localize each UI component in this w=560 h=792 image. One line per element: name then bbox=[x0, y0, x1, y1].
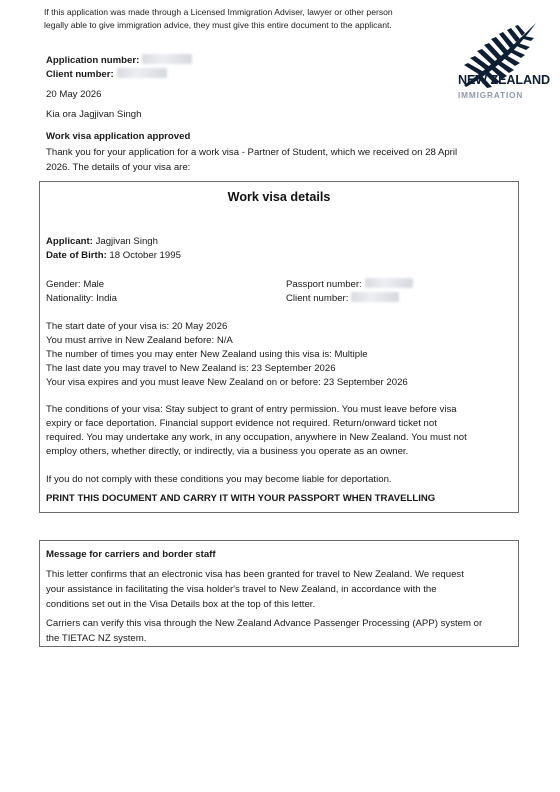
carriers-para1-line-3: conditions set out in the Visa Details box at the top of this letter. bbox=[46, 599, 316, 610]
gender: Gender: Male bbox=[46, 279, 105, 290]
passport-number-label: Passport number: bbox=[286, 279, 362, 290]
client-number-label: Client number: bbox=[46, 69, 114, 80]
arrive-before: You must arrive in New Zealand before: N/A bbox=[46, 335, 233, 346]
applicant-label: Applicant: bbox=[46, 236, 93, 247]
deportation-note: If you do not comply with these conditions you may become liable for deportation. bbox=[46, 474, 392, 485]
adviser-notice-line-2: legally able to give immigration advice, they must give this entire document to the applicant. bbox=[44, 20, 392, 30]
greeting: Kia ora Jagjivan Singh bbox=[46, 109, 142, 120]
conditions-line-3: required. You may undertake any work, in any occupation, anywhere in New Zealand. You must not bbox=[46, 432, 467, 443]
logo-subtitle: IMMIGRATION bbox=[458, 91, 524, 100]
carriers-para2-line-1: Carriers can verify this visa through the New Zealand Advance Passenger Processing (APP) system or bbox=[46, 618, 483, 629]
conditions-line-1: The conditions of your visa: Stay subject to grant of entry permission. You must leave before visa bbox=[46, 404, 457, 415]
visa-start-date: The start date of your visa is: 20 May 2026 bbox=[46, 321, 228, 332]
carriers-title: Message for carriers and border staff bbox=[46, 549, 216, 560]
dob-value: 18 October 1995 bbox=[106, 250, 181, 261]
passport-number-redacted bbox=[365, 278, 413, 288]
client-number-redacted bbox=[117, 68, 167, 78]
applicant-value: Jagjivan Singh bbox=[92, 236, 158, 247]
last-travel-date: The last date you may travel to New Zealand is: 23 September 2026 bbox=[46, 363, 336, 374]
letter-body-line-1: Thank you for your application for a work visa - Partner of Student, which we received on 28 April bbox=[46, 147, 458, 158]
adviser-notice bbox=[44, 6, 452, 32]
logo-wordmark: NEW ZEALAND bbox=[458, 73, 550, 87]
nationality: Nationality: India bbox=[46, 293, 117, 304]
entries-allowed: The number of times you may enter New Zealand using this visa is: Multiple bbox=[46, 349, 368, 360]
visa-details-title: Work visa details bbox=[227, 190, 331, 204]
print-document-note: PRINT THIS DOCUMENT AND CARRY IT WITH YOUR PASSPORT WHEN TRAVELLING bbox=[46, 493, 436, 504]
dob-label: Date of Birth: bbox=[46, 250, 107, 261]
letter-body-line-2: 2026. The details of your visa are: bbox=[46, 162, 191, 173]
carriers-para1-line-2: your assistance in facilitating the visa holder's travel to New Zealand, in accordance with the bbox=[46, 584, 437, 595]
carriers-para1-line-1: This letter confirms that an electronic visa has been granted for travel to New Zealand. We request bbox=[46, 569, 464, 580]
visa-expiry: Your visa expires and you must leave New Zealand on or before: 23 September 2026 bbox=[46, 377, 408, 388]
conditions-line-2: expiry or face deportation. Financial support evidence not required. Return/onward ticket not bbox=[46, 418, 437, 429]
details-client-number bbox=[286, 291, 399, 306]
applicant-row bbox=[46, 234, 158, 249]
details-client-number-redacted bbox=[351, 292, 399, 302]
adviser-notice-line-1: If this application was made through a Licensed Immigration Adviser, lawyer or other person bbox=[44, 7, 393, 17]
carriers-para2-line-2: the TIETAC NZ system. bbox=[46, 633, 147, 644]
letter-subject: Work visa application approved bbox=[46, 131, 191, 142]
letter-date: 20 May 2026 bbox=[46, 89, 102, 100]
application-number bbox=[46, 53, 192, 68]
application-number-redacted bbox=[142, 54, 192, 64]
details-client-number-label: Client number: bbox=[286, 293, 349, 304]
client-number bbox=[46, 67, 167, 82]
application-number-label: Application number: bbox=[46, 55, 140, 66]
conditions-line-4: employ others, whether directly, or indirectly, via a business you operate as an owner. bbox=[46, 446, 409, 457]
dob-row bbox=[46, 248, 181, 263]
passport-number bbox=[286, 277, 413, 292]
